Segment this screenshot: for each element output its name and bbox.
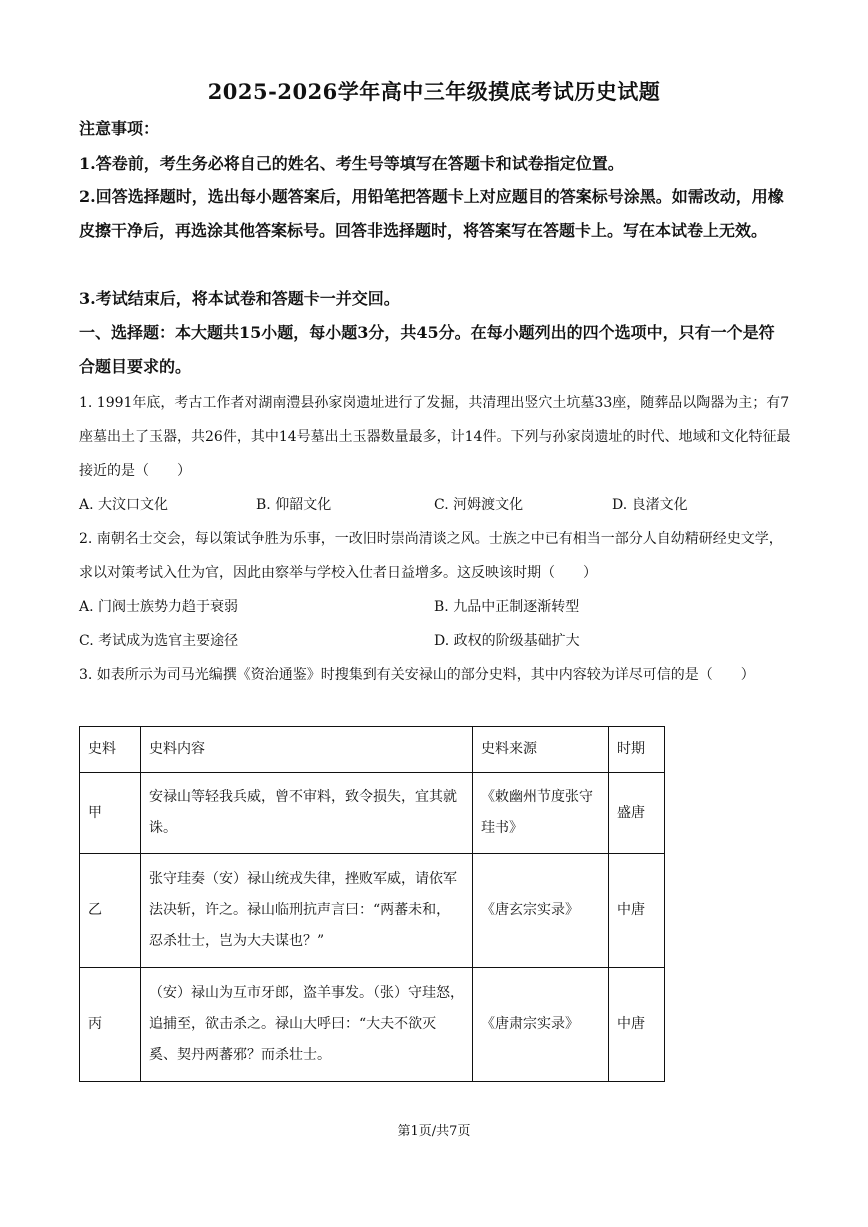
table-cell: 张守珪奏（安）禄山统戎失律，挫败军威，请依军法决斩，许之。禄山临刑抗声言曰：“两蕃未和，忍杀壮士，岂为大夫谋也？” [141, 854, 473, 968]
table-header-cell: 史料内容 [141, 727, 473, 773]
table-row [80, 773, 665, 854]
question-2-option-d: D. 政权的阶级基础扩大 [434, 633, 580, 649]
question-1-option-c: C. 河姆渡文化 [434, 497, 524, 513]
question-2-option-c: C. 考试成为选官主要途径 [79, 633, 239, 649]
notice-heading: 注意事项： [79, 119, 160, 138]
table-cell: 乙 [80, 854, 141, 968]
table-cell: 丙 [80, 968, 141, 1082]
table-cell: 《敕幽州节度张守珪书》 [473, 773, 609, 854]
question-1-option-b: B. 仰韶文化 [256, 497, 332, 513]
question-1-stem: 1. 1991年底，考古工作者对湖南澧县孙家岗遗址进行了发掘，共清理出竖穴土坑墓33座，随葬品以陶器为主；有7座墓出土了玉器，共26件，其中14号墓出土玉器数量最多，计14件。下列与孙家岗遗址的时代、地域和文化特征最接近的是（ ） [79, 395, 791, 479]
table-row [80, 968, 665, 1082]
table-header-cell: 时期 [609, 727, 665, 773]
table-cell: （安）禄山为互市牙郎，盗羊事发。（张）守珪怒，追捕至，欲击杀之。禄山大呼曰：“大夫不欲灭奚、契丹两蕃邪？而杀壮士。 [141, 968, 473, 1082]
question-1-option-d: D. 良渚文化 [612, 497, 688, 513]
table-cell: 甲 [80, 773, 141, 854]
notice-item-3: 3.考试结束后，将本试卷和答题卡一并交回。 [79, 289, 400, 308]
source-table [79, 726, 665, 1082]
question-1-option-a: A. 大汶口文化 [79, 497, 169, 513]
page-footer: 第1页/共7页 [397, 1124, 471, 1139]
page-title: 2025-2026学年高中三年级摸底考试历史试题 [207, 79, 661, 104]
table-cell: 《唐玄宗实录》 [473, 854, 609, 968]
question-3-stem: 3. 如表所示为司马光编撰《资治通鉴》时搜集到有关安禄山的部分史料，其中内容较为详尽可信的是（ ） [79, 667, 755, 683]
question-2-option-b: B. 九品中正制逐渐转型 [434, 599, 580, 615]
table-cell: 《唐肃宗实录》 [473, 968, 609, 1082]
question-2-option-a: A. 门阀士族势力趋于衰弱 [79, 599, 239, 615]
table-header-cell: 史料 [80, 727, 141, 773]
notice-item-2: 2.回答选择题时，选出每小题答案后，用铅笔把答题卡上对应题目的答案标号涂黑。如需改动，用橡皮擦干净后，再选涂其他答案标号。回答非选择题时，将答案写在答题卡上。写在本试卷上无效。 [79, 187, 784, 240]
table-row [80, 854, 665, 968]
table-cell: 盛唐 [609, 773, 665, 854]
table-cell: 中唐 [609, 968, 665, 1082]
notice-item-1: 1.答卷前，考生务必将自己的姓名、考生号等填写在答题卡和试卷指定位置。 [79, 154, 624, 173]
table-header-cell: 史料来源 [473, 727, 609, 773]
table-cell: 安禄山等轻我兵威，曾不审料，致令损失，宜其就诛。 [141, 773, 473, 854]
section-heading: 一、选择题：本大题共15小题，每小题3分，共45分。在每小题列出的四个选项中，只有一个是符合题目要求的。 [79, 323, 775, 376]
table-cell: 中唐 [609, 854, 665, 968]
table-header-row [80, 727, 665, 773]
question-2-stem: 2. 南朝名士交会，每以策试争胜为乐事，一改旧时崇尚清谈之风。士族之中已有相当一部分人自幼精研经史文学，求以对策考试入仕为官，因此由察举与学校入仕者日益增多。这反映该时期（ ） [79, 531, 783, 581]
